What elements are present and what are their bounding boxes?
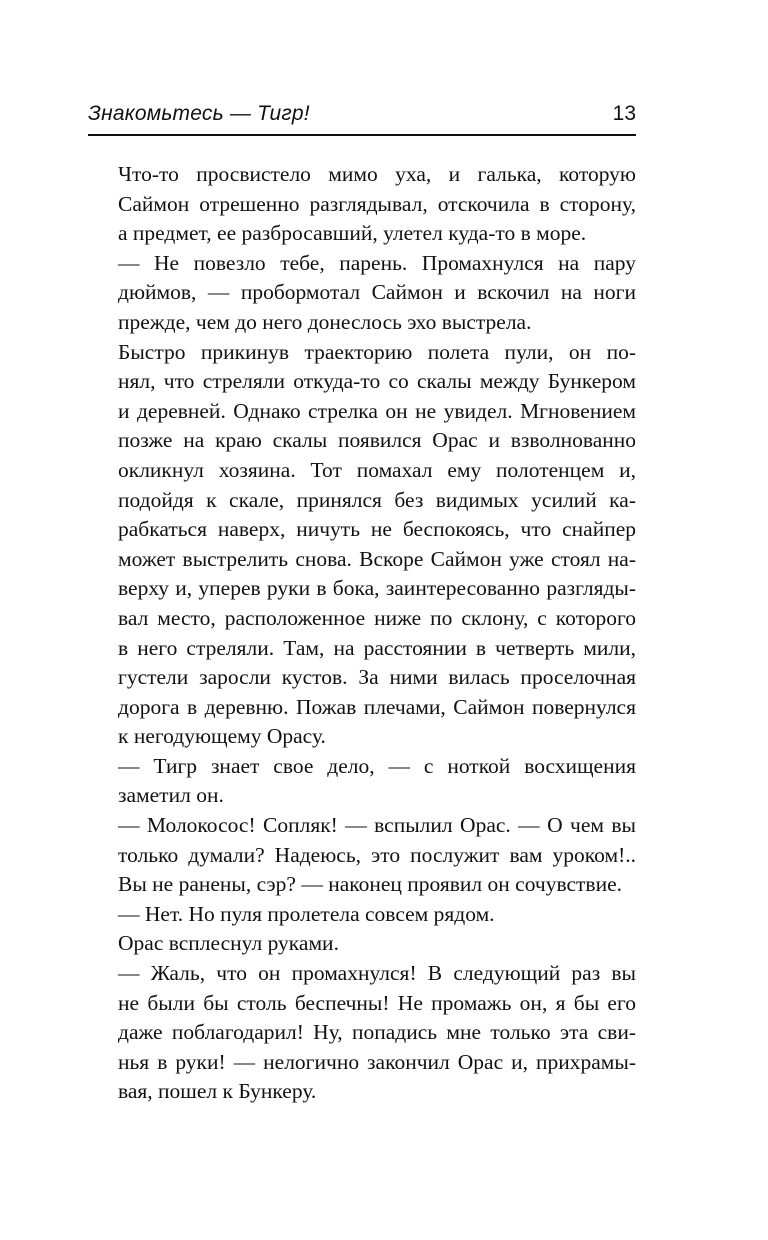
paragraph (88, 959, 636, 1107)
paragraph (88, 752, 636, 811)
paragraph (88, 811, 636, 900)
text-line: прежде, чем до него донеслось эхо выстрела. (118, 309, 532, 334)
text-line: подойдя к скале, принялся без видимых усилий ка- (118, 487, 636, 512)
paragraph (88, 160, 636, 249)
text-line: Орас всплеснул руками. (118, 931, 339, 956)
text-line: Быстро прикинув траекторию полета пули, он по- (118, 339, 636, 364)
text-line: дюймов, — пробормотал Саймон и вскочил на ноги (118, 280, 636, 305)
text-line: густели заросли кустов. За ними вилась проселочная (118, 665, 636, 690)
text-line: дорога в деревню. Пожав плечами, Саймон повернулся (118, 694, 636, 719)
text-line: нья в руки! — нелогично закончил Орас и, прихрамы- (118, 1049, 636, 1074)
text-line: к негодующему Орасу. (118, 724, 326, 749)
text-line: в него стреляли. Там, на расстоянии в четверть мили, (118, 635, 636, 660)
paragraph (88, 249, 636, 338)
text-line: может выстрелить снова. Вскоре Саймон уже стоял на- (118, 546, 636, 571)
text-line: а предмет, ее разбросавший, улетел куда-то в море. (118, 221, 587, 246)
text-line: позже на краю скалы появился Орас и взволнованно (118, 428, 636, 453)
body-text (88, 160, 636, 1107)
text-line: только думали? Надеюсь, это послужит вам уроком!.. (118, 842, 636, 867)
text-line: нял, что стреляли откуда-то со скалы между Бункером (118, 369, 636, 394)
text-line: и деревней. Однако стрелка он не увидел. Мгновением (118, 398, 636, 423)
text-line: Саймон отрешенно разглядывал, отскочила в сторону, (118, 191, 636, 216)
text-line: верху и, уперев руки в бока, заинтересованно разгляды- (118, 576, 636, 601)
text-line: вал место, расположенное ниже по склону, с которого (118, 605, 636, 630)
text-line: заметил он. (118, 783, 224, 808)
running-header (88, 100, 636, 136)
text-line: Вы не ранены, сэр? — наконец проявил он сочувствие. (118, 872, 623, 897)
text-line: — Молокосос! Сопляк! — вспылил Орас. — О чем вы (118, 813, 636, 838)
text-line: — Тигр знает свое дело, — с ноткой восхищения (118, 753, 636, 778)
text-line: вая, пошел к Бункеру. (118, 1079, 317, 1104)
text-line: — Не повезло тебе, парень. Промахнулся на пару (118, 250, 636, 275)
text-line: не были бы столь беспечны! Не промажь он, я бы его (118, 990, 636, 1015)
text-line: — Жаль, что он промахнулся! В следующий раз вы (118, 961, 636, 986)
text-line: даже поблагодарил! Ну, попадись мне только эта сви- (118, 1020, 636, 1045)
text-line: рабкаться наверх, ничуть не беспокоясь, что снайпер (118, 517, 636, 542)
paragraph (88, 900, 636, 930)
paragraph (88, 929, 636, 959)
paragraph (88, 338, 636, 752)
text-line: Что-то просвистело мимо уха, и галька, которую (118, 162, 636, 186)
chapter-title: Знакомьтесь — Тигр! (88, 102, 310, 125)
text-line: окликнул хозяина. Тот помахал ему полотенцем и, (118, 457, 636, 482)
page-number: 13 (612, 102, 636, 125)
text-line: — Нет. Но пуля пролетела совсем рядом. (118, 901, 495, 926)
